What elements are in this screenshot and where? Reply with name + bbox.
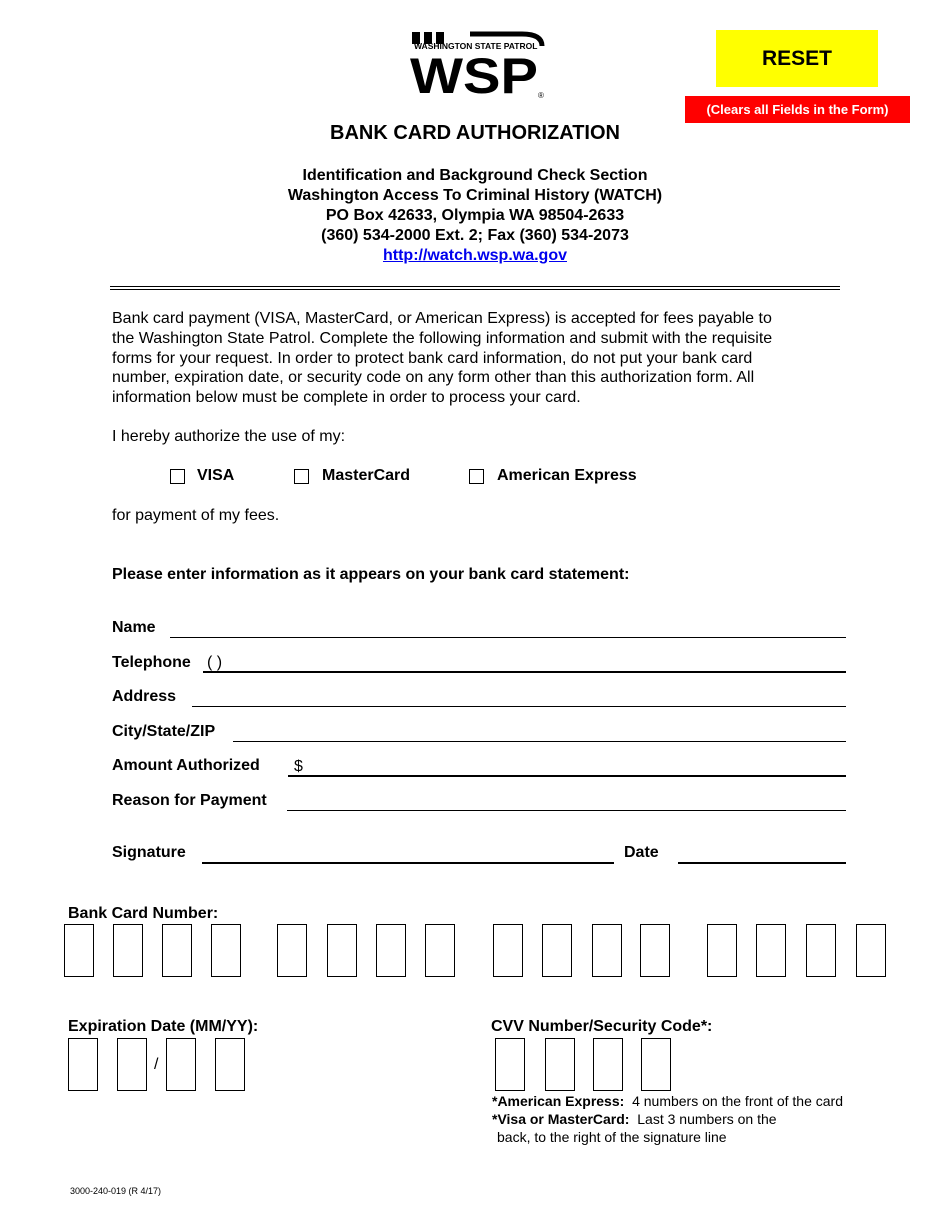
cvv-visa-note — [492, 1110, 777, 1128]
payment-text: for payment of my fees. — [112, 507, 280, 524]
logo-patrol-text: WASHINGTON STATE PATROL — [414, 41, 538, 51]
intro-line: information below must be complete in order to process your card. — [112, 389, 581, 407]
address-label: Address — [112, 688, 177, 705]
signature-label: Signature — [112, 844, 186, 861]
mastercard-label: MasterCard — [322, 467, 411, 484]
reason-input[interactable] — [287, 792, 846, 811]
card-digit-box[interactable] — [376, 924, 406, 977]
card-digit-box[interactable] — [806, 924, 836, 977]
expiration-digit-box[interactable] — [68, 1038, 98, 1091]
telephone-label: Telephone — [112, 654, 191, 671]
instruction-text: Please enter information as it appears on your bank card statement: — [112, 566, 630, 583]
card-digit-box[interactable] — [756, 924, 786, 977]
card-digit-box[interactable] — [277, 924, 307, 977]
card-digit-box[interactable] — [327, 924, 357, 977]
name-input[interactable] — [170, 619, 846, 638]
currency-symbol: $ — [294, 758, 303, 775]
date-label: Date — [624, 844, 659, 861]
intro-line: forms for your request. In order to protect bank card information, do not put your bank card — [112, 349, 753, 367]
card-digit-box[interactable] — [707, 924, 737, 977]
intro-line: Bank card payment (VISA, MasterCard, or American Express) is accepted for fees payable to — [112, 310, 772, 327]
intro-line: number, expiration date, or security code on any form other than this authorization form. All — [112, 369, 755, 387]
card-digit-box[interactable] — [493, 924, 523, 977]
header-section: Identification and Background Check Section — [302, 167, 648, 184]
city-label: City/State/ZIP — [112, 723, 216, 740]
card-digit-box[interactable] — [425, 924, 455, 977]
card-digit-box[interactable] — [640, 924, 670, 977]
card-digit-box[interactable] — [64, 924, 94, 977]
logo-letters: WSP — [410, 48, 538, 100]
cvv-digit-box[interactable] — [641, 1038, 671, 1091]
expiration-label: Expiration Date (MM/YY): — [68, 1018, 259, 1035]
header-address: PO Box 42633, Olympia WA 98504-2633 — [325, 207, 625, 224]
visa-checkbox[interactable] — [170, 469, 185, 484]
card-digit-box[interactable] — [592, 924, 622, 977]
header-link-row — [0, 246, 950, 266]
intro-line: the Washington State Patrol. Complete the following information and submit with the requisite — [112, 329, 773, 347]
expiration-digit-box[interactable] — [117, 1038, 147, 1091]
cvv-digit-box[interactable] — [545, 1038, 575, 1091]
amount-input[interactable] — [288, 757, 846, 777]
cvv-visa-text: Last 3 numbers on the — [637, 1111, 777, 1127]
city-input[interactable] — [233, 723, 846, 742]
intro-paragraph — [112, 309, 842, 408]
card-number-label: Bank Card Number: — [68, 905, 219, 922]
amex-label: American Express — [497, 467, 637, 484]
card-digit-box[interactable] — [856, 924, 886, 977]
address-input[interactable] — [192, 688, 846, 707]
card-digit-box[interactable] — [162, 924, 192, 977]
amount-label: Amount Authorized — [112, 757, 260, 774]
amex-checkbox[interactable] — [469, 469, 484, 484]
telephone-input[interactable] — [203, 653, 846, 673]
card-digit-box[interactable] — [113, 924, 143, 977]
watch-link[interactable]: http://watch.wsp.wa.gov — [382, 247, 567, 264]
cvv-visa-note-cont: back, to the right of the signature line — [497, 1129, 727, 1145]
name-label: Name — [112, 619, 156, 636]
divider — [110, 286, 840, 290]
date-input[interactable] — [678, 844, 846, 864]
cvv-digit-box[interactable] — [593, 1038, 623, 1091]
telephone-area-code: ( ) — [207, 654, 223, 671]
expiration-digit-box[interactable] — [166, 1038, 196, 1091]
header-program: Washington Access To Criminal History (WATCH) — [287, 187, 663, 204]
cvv-amex-label: *American Express: — [492, 1093, 625, 1109]
expiration-digit-box[interactable] — [215, 1038, 245, 1091]
signature-input[interactable] — [202, 844, 614, 864]
cvv-visa-label: *Visa or MasterCard: — [492, 1111, 630, 1127]
reset-note: (Clears all Fields in the Form) — [685, 96, 910, 123]
reset-button[interactable]: RESET — [716, 30, 878, 87]
reason-label: Reason for Payment — [112, 792, 267, 809]
visa-label: VISA — [197, 467, 235, 484]
form-title: BANK CARD AUTHORIZATION — [330, 122, 620, 144]
wsp-logo — [410, 30, 550, 100]
form-number: 3000-240-019 (R 4/17) — [70, 1186, 162, 1196]
cvv-amex-text: 4 numbers on the front of the card — [632, 1093, 843, 1109]
cvv-label: CVV Number/Security Code*: — [491, 1018, 713, 1035]
cvv-amex-note — [492, 1092, 843, 1110]
header-phone: (360) 534-2000 Ext. 2; Fax (360) 534-2073 — [321, 227, 629, 244]
expiration-separator: / — [154, 1056, 159, 1073]
card-digit-box[interactable] — [211, 924, 241, 977]
logo-registered: ® — [538, 91, 544, 100]
card-digit-box[interactable] — [542, 924, 572, 977]
mastercard-checkbox[interactable] — [294, 469, 309, 484]
authorize-text: I hereby authorize the use of my: — [112, 428, 346, 445]
cvv-digit-box[interactable] — [495, 1038, 525, 1091]
